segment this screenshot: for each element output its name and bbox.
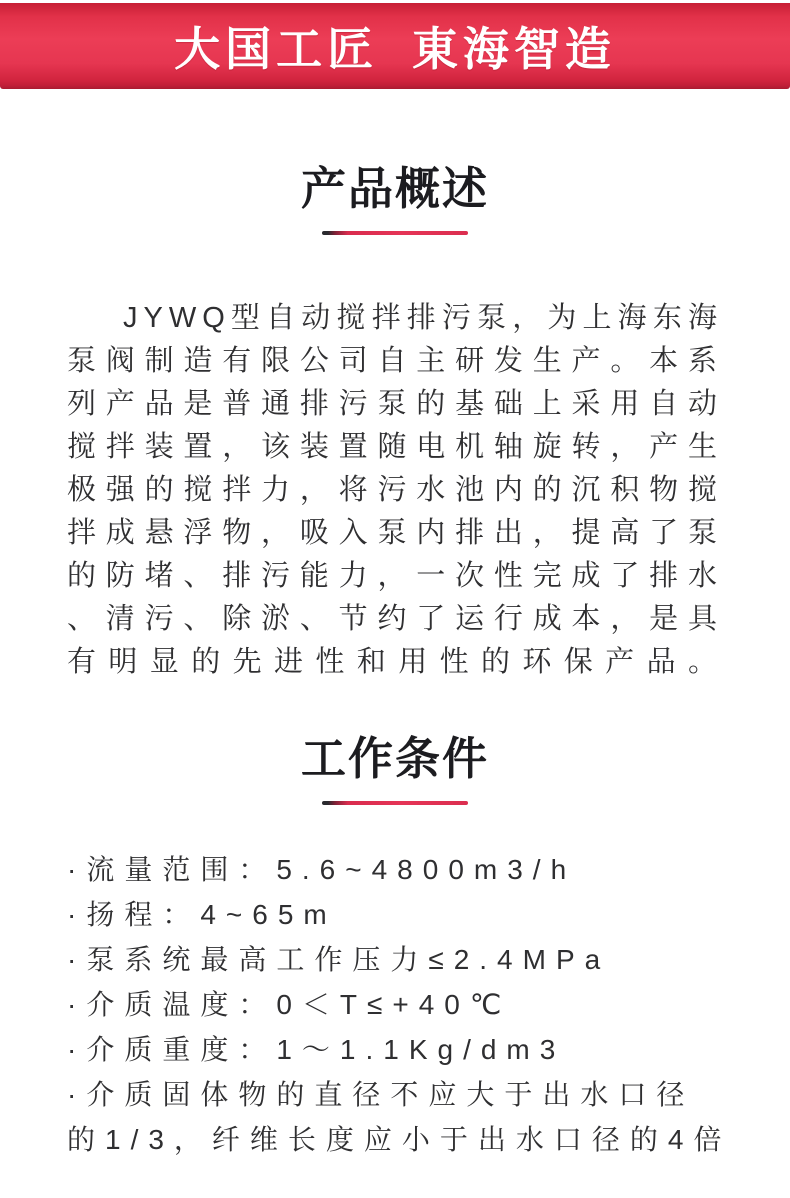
bullet-text: 扬程：4~65m [86, 899, 337, 930]
paragraph-line: 泵阀制造有限公司自主研发生产。本系 [67, 345, 723, 377]
paragraph-line: 极强的搅拌力，将污水池内的沉积物搅 [67, 474, 723, 506]
bullet-text: 介质温度：0＜T≤+40℃ [86, 989, 512, 1020]
conditions-heading: 工作条件 [300, 733, 489, 784]
top-banner [0, 3, 790, 89]
conditions-heading-underline [322, 801, 468, 805]
bullet-dot-icon: · [67, 854, 87, 885]
bullet-text: 泵系统最高工作压力≤2.4MPa [86, 944, 611, 975]
paragraph-line: 列产品是普通排污泵的基础上采用自动 [67, 388, 723, 420]
bullet-row-continuation [67, 1117, 732, 1162]
bullet-row [67, 1027, 723, 1072]
paragraph-line: 、清污、除淤、节约了运行成本，是具 [67, 603, 723, 635]
bullet-row [67, 892, 723, 937]
paragraph-line: JYWQ型自动搅拌排污泵，为上海东海 [123, 302, 723, 334]
paragraph-line: 拌成悬浮物，吸入泵内排出，提高了泵 [67, 517, 723, 549]
bullet-text: 介质固体物的直径不应大于出水口径 [86, 1079, 695, 1110]
bullet-row [67, 937, 723, 982]
paragraph-line: 搅拌装置，该装置随电机轴旋转，产生 [67, 431, 723, 463]
section-overview [0, 163, 790, 684]
overview-heading-underline [322, 231, 468, 235]
bullet-row [67, 982, 723, 1027]
bullet-text: 的1/3，纤维长度应小于出水口径的4倍 [67, 1124, 732, 1155]
bullet-text: 介质重度：1～1.1Kg/dm3 [86, 1034, 566, 1065]
bullet-row [67, 847, 723, 892]
banner-title: 大国工匠 東海智造 [174, 23, 616, 75]
bullet-row [67, 1072, 723, 1117]
conditions-bullet-list [67, 847, 732, 1162]
overview-paragraph [67, 297, 723, 684]
overview-heading: 产品概述 [300, 163, 489, 214]
paragraph-line: 有明显的先进性和用性的环保产品。 [67, 646, 723, 678]
bullet-text: 流量范围：5.6~4800m3/h [86, 854, 577, 885]
bullet-dot-icon: · [67, 899, 87, 930]
bullet-dot-icon: · [67, 944, 87, 975]
bullet-dot-icon: · [67, 1079, 87, 1110]
bullet-dot-icon: · [67, 989, 87, 1020]
section-conditions [0, 733, 790, 1162]
bullet-dot-icon: · [67, 1034, 87, 1065]
paragraph-line: 的防堵、排污能力，一次性完成了排水 [67, 560, 723, 592]
